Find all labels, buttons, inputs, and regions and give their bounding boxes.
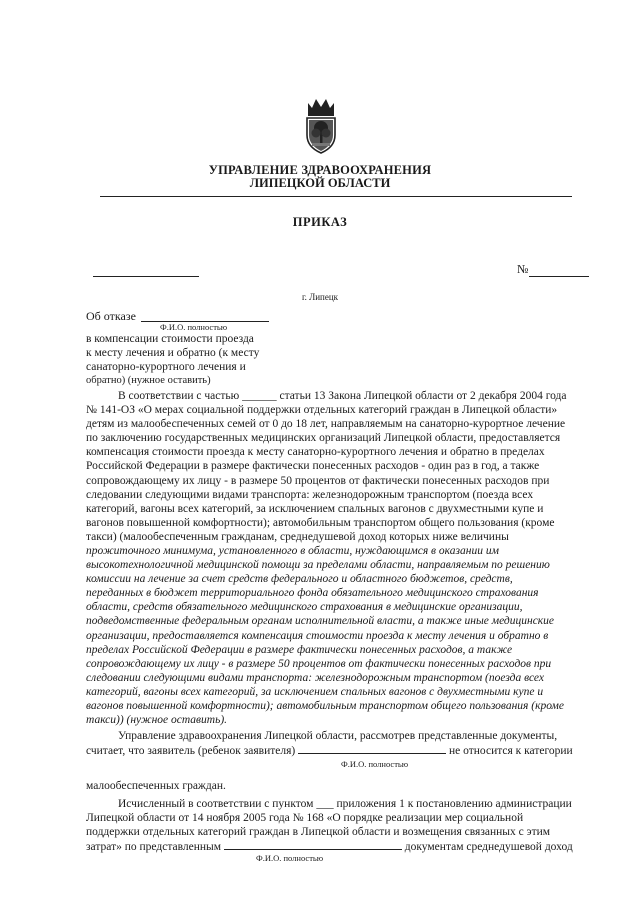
body-line: пределах Российской Федерации в размере фактически понесенных расходов, а также [86, 643, 513, 656]
body-text: документам среднедушевой доход [404, 841, 573, 854]
body-line: по заключению государственных медицинских организаций Липецкой области, предоставляется [86, 432, 561, 445]
body-line: детям из малообеспеченных семей от 0 до 18 лет, направляемым на санаторно-курортное лечение [86, 418, 566, 431]
coat-of-arms-logo [302, 95, 340, 155]
paragraph-3 [86, 797, 598, 854]
body-line [86, 839, 598, 854]
subject-line: в компенсации стоимости проезда [86, 333, 254, 345]
body-line: высокотехнологичной медицинской помощи за пределами области, направляемым по решению [86, 559, 550, 572]
city-label: г. Липецк [301, 292, 339, 302]
body-line: организации, предоставляется компенсация стоимости проезда к месту лечения и обратно в [86, 629, 549, 642]
org-name-line1: УПРАВЛЕНИЕ ЗДРАВООХРАНЕНИЯ [208, 163, 432, 177]
paragraph-1 [86, 389, 598, 544]
body-line [86, 743, 598, 758]
body-line: переданных в бюджет территориального фонда обязательного медицинского страхования [86, 587, 539, 600]
subject-line: обратно) (нужное оставить) [86, 375, 211, 386]
body-line: малообеспеченных граждан. [86, 780, 226, 792]
body-text: затрат» по представленным [86, 841, 222, 854]
refusal-label: Об отказе [86, 309, 136, 323]
body-line: Липецкой области от 14 ноября 2005 года № 168 «О порядке реализации мер социальной [86, 812, 524, 825]
applicant-fio-blank [298, 743, 446, 754]
body-line: № 141-ОЗ «О мерах социальной поддержки отдельных категорий граждан в Липецкой области» [86, 404, 558, 417]
paragraph-1-italic [86, 544, 598, 727]
number-label: № [517, 262, 529, 276]
subject-line: санаторно-курортного лечения и [86, 361, 246, 373]
org-name-line2: ЛИПЕЦКОЙ ОБЛАСТИ [249, 176, 391, 190]
subject-block [86, 332, 316, 388]
body-line: такси)) (нужное оставить). [86, 714, 228, 727]
body-line: прожиточного минимума, установленного в области, нуждающимся в оказании им [86, 545, 499, 557]
body-line: области, средств обязательного медицинского страхования в медицинские организации, [86, 601, 523, 614]
body-line: такси) (малообеспеченным гражданам, среднедушевой доход которых ниже величины [86, 530, 509, 543]
fio-caption: Ф.И.О. полностью [160, 322, 228, 332]
number-blank-line [529, 276, 589, 277]
body-line: Управление здравоохранения Липецкой области, рассмотрев представленные документы, [118, 730, 558, 742]
body-line: Исчисленный в соответствии с пунктом ___ приложения 1 к постановлению администрации [118, 798, 572, 810]
submitter-fio-blank [224, 839, 402, 850]
body-line: комиссии на лечение за счет средств федерального и областного бюджетов, средств, [86, 573, 513, 586]
body-text: не относится к категории [449, 745, 573, 758]
body-line: сопровождающему их лицу - в размере 50 процентов от фактически понесенных расходов при [86, 474, 550, 487]
body-line: вагонов повышенной комфортности); автомобильным транспортом общего пользования (кроме [86, 700, 564, 713]
body-line: В соответствии с частью ______ статьи 13 Закона Липецкой области от 2 декабря 2004 года [118, 390, 567, 402]
subject-line: к месту лечения и обратно (к месту [86, 347, 260, 359]
body-line: категорий, вагоны всех категорий, за исключением спальных вагонов с двухместными купе и [86, 685, 544, 698]
header-divider [100, 196, 572, 197]
document-type-title: ПРИКАЗ [292, 215, 348, 229]
body-line: поддержки отдельных категорий граждан в Липецкой области и возмещения связанных с этим [86, 826, 551, 839]
body-line: вагонов повышенной комфортности); автомобильным транспортом общего пользования (кроме [86, 516, 555, 529]
body-line: сопровождающему их лицу - в размере 50 процентов от фактически понесенных расходов при [86, 657, 552, 670]
body-line: следовании следующими видами транспорта: железнодорожным транспортом (поезда всех [86, 671, 544, 684]
date-blank-line [93, 276, 199, 277]
fio-caption: Ф.И.О. полностью [256, 853, 324, 863]
fio-caption: Ф.И.О. полностью [341, 759, 409, 769]
body-text: считает, что заявитель (ребенок заявителя) [86, 745, 296, 758]
body-line: компенсация стоимости проезда к месту санаторно-курортного лечения и обратно в пределах [86, 446, 545, 459]
paragraph-2 [86, 729, 598, 758]
body-line: категорий, вагоны всех категорий, за исключением спальных вагонов с двухместными купе и [86, 502, 544, 515]
body-line: Российской Федерации в размере фактически понесенных расходов - один раз в год, а также [86, 460, 540, 473]
body-line: следовании следующими видами транспорта: железнодорожным транспортом (поезда всех [86, 488, 534, 501]
body-line: подведомственные федеральным органам исполнительной власти, а также иные медицинские [86, 615, 555, 628]
